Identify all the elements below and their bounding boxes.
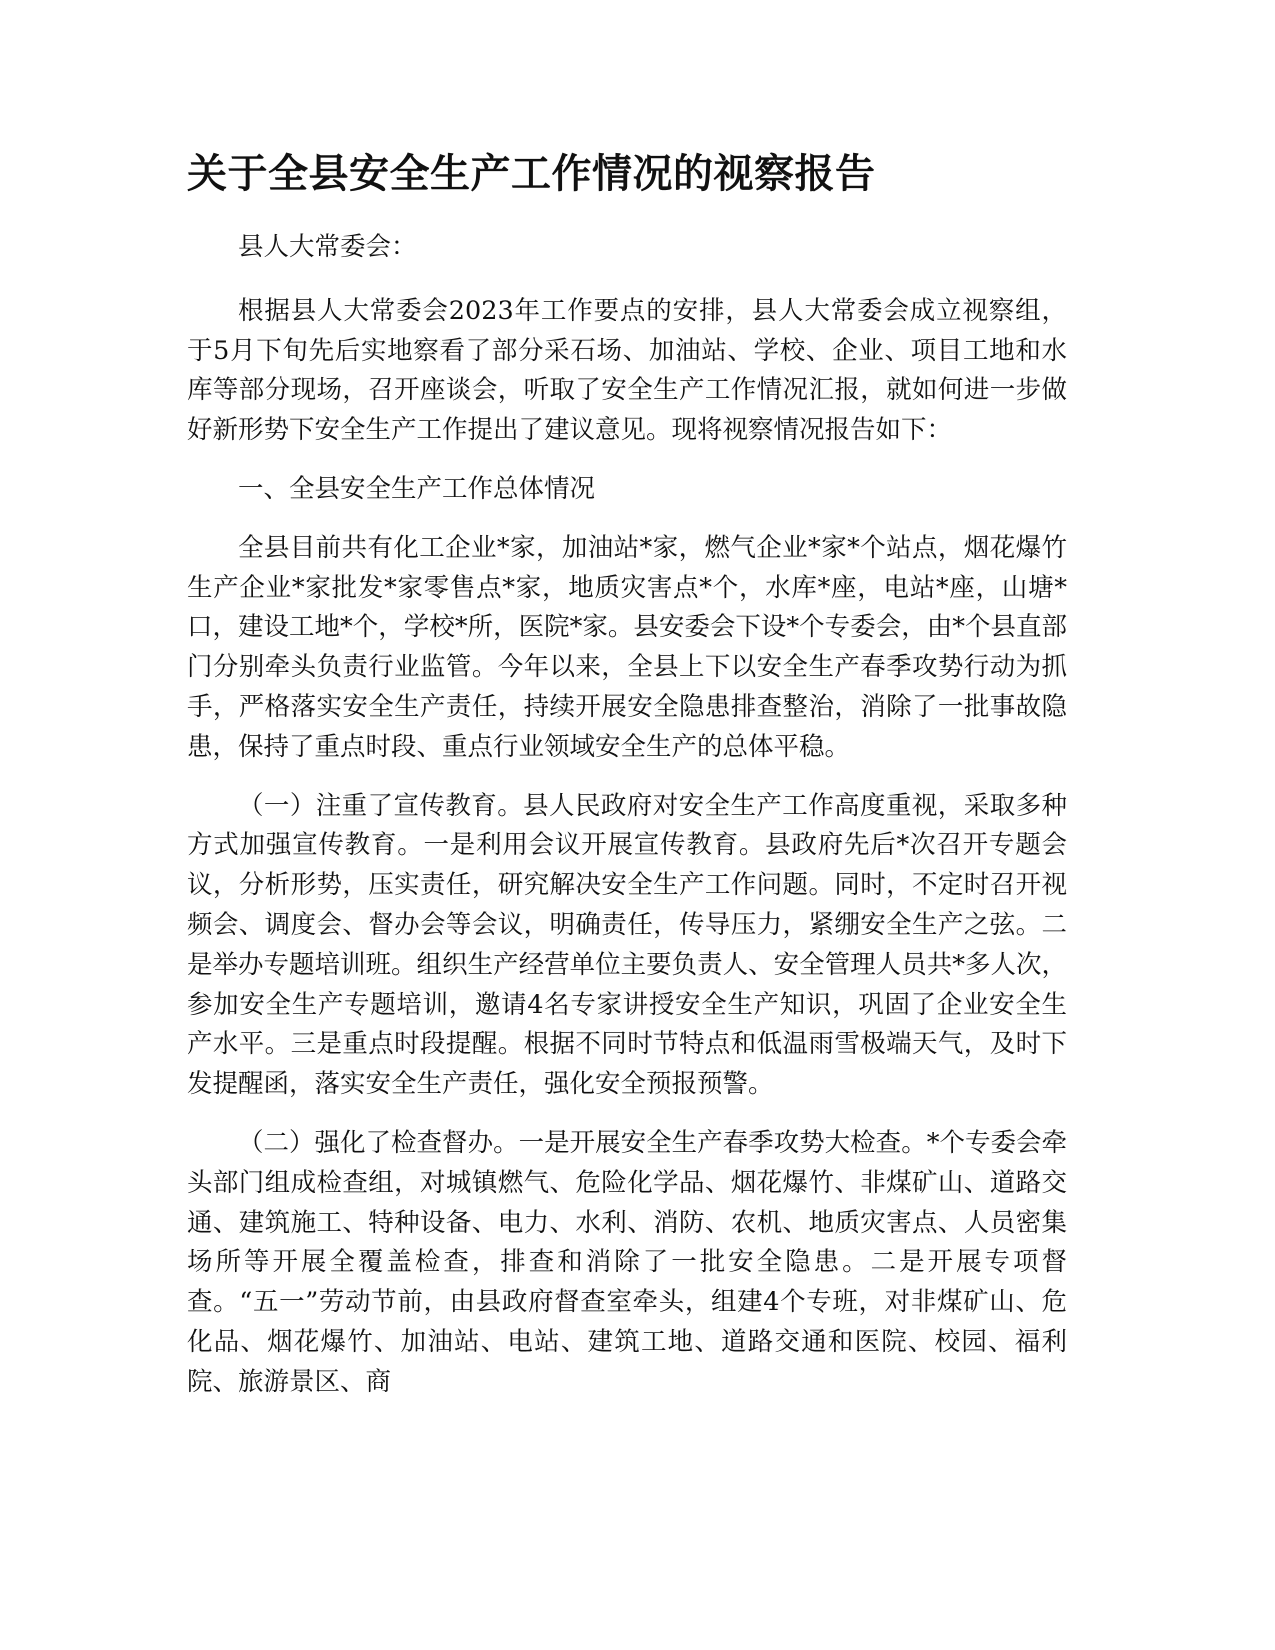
document-title: 关于全县安全生产工作情况的视察报告 — [187, 151, 876, 197]
intro-paragraph: 根据县人大常委会2023年工作要点的安排，县人大常委会成立视察组，于5月下旬先后实地察看了部分采石场、加油站、学校、企业、项目工地和水库等部分现场，召开座谈会，听取了安全生产工作情况汇报，就如何进一步做好新形势下安全生产工作提出了建议意见。现将视察情况报告如下： — [187, 295, 1067, 446]
section-heading-overall: 一、全县安全生产工作总体情况 — [238, 473, 596, 504]
subsection-publicity-paragraph: （一）注重了宣传教育。县人民政府对安全生产工作高度重视，采取多种方式加强宣传教育。一是利用会议开展宣传教育。县政府先后*次召开专题会议，分析形势，压实责任，研究解决安全生产工作问题。同时，不定时召开视频会、调度会、督办会等会议，明确责任，传导压力，紧绷安全生产之弦。二是举办专题培训班。组织生产经营单位主要负责人、安全管理人员共*多人次，参加安全生产专题培训，邀请4名专家讲授安全生产知识，巩固了企业安全生产水平。三是重点时段提醒。根据不同时节特点和低温雨雪极端天气，及时下发提醒函，落实安全生产责任，强化安全预报预警。 — [187, 790, 1067, 1100]
salutation: 县人大常委会： — [238, 232, 417, 262]
document-body — [187, 150, 1067, 1422]
overview-paragraph: 全县目前共有化工企业*家，加油站*家，燃气企业*家*个站点，烟花爆竹生产企业*家批发*家零售点*家，地质灾害点*个，水库*座，电站*座，山塘*口，建设工地*个，学校*所，医院*家。县安委会下设*个专委会，由*个县直部门分别牵头负责行业监管。今年以来，全县上下以安全生产春季攻势行动为抓手，严格落实安全生产责任，持续开展安全隐患排查整治，消除了一批事故隐患，保持了重点时段、重点行业领域安全生产的总体平稳。 — [187, 532, 1067, 762]
subsection-inspection-paragraph: （二）强化了检查督办。一是开展安全生产春季攻势大检查。*个专委会牵头部门组成检查组，对城镇燃气、危险化学品、烟花爆竹、非煤矿山、道路交通、建筑施工、特种设备、电力、水利、消防、农机、地质灾害点、人员密集场所等开展全覆盖检查，排查和消除了一批安全隐患。二是开展专项督查。“五一”劳动节前，由县政府督查室牵头，组建4个专班，对非煤矿山、危化品、烟花爆竹、加油站、电站、建筑工地、道路交通和医院、校园、福利院、旅游景区、商 — [187, 1127, 1067, 1397]
